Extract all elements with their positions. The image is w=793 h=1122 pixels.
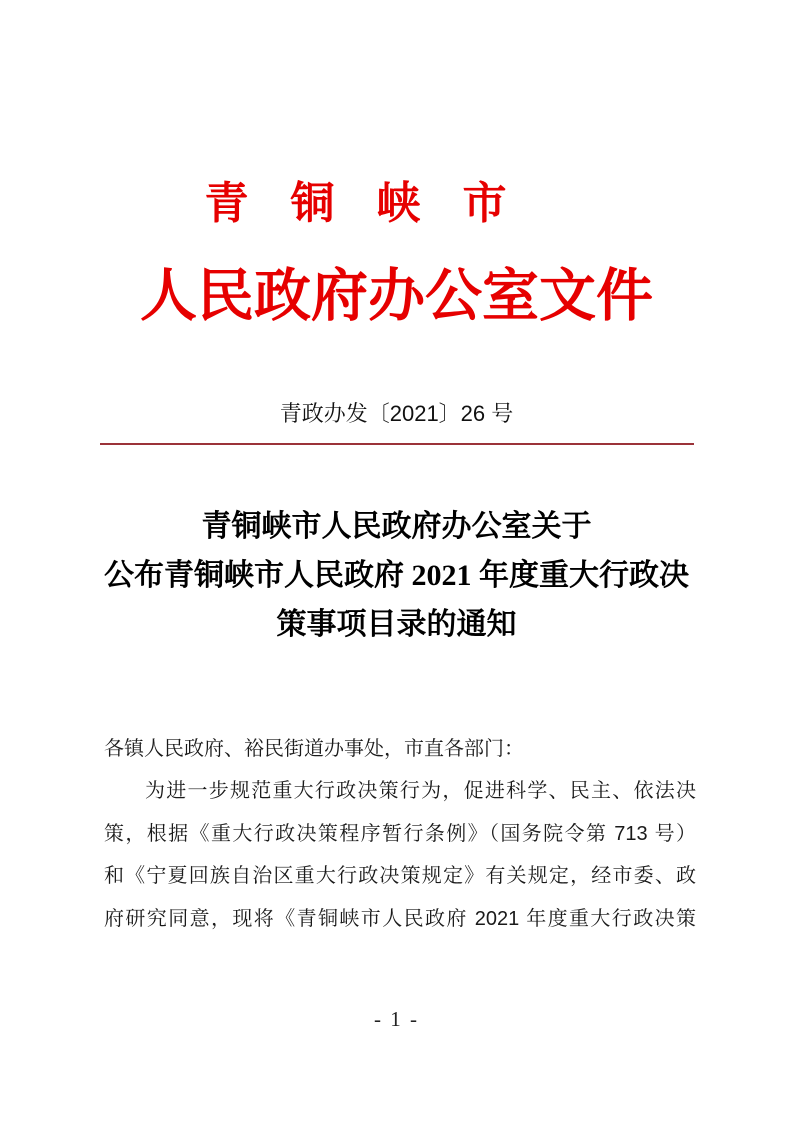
document-body	[104, 728, 696, 940]
body-line: 和《宁夏回族自治区重大行政决策规定》有关规定，经市委、政	[104, 865, 696, 888]
salutation-line: 各镇人民政府、裕民街道办事处，市直各部门：	[104, 738, 524, 760]
doc-number: 青政办发〔2021〕26 号	[279, 401, 514, 426]
body-line: 为进一步规范重大行政决策行为，促进科学、民主、依法决	[145, 780, 696, 803]
title-line-3: 策事项目录的通知	[276, 608, 517, 641]
red-divider-line	[100, 443, 694, 445]
letterhead-city-line: 青铜峡市	[204, 179, 549, 228]
title-line-2: 公布青铜峡市人民政府 2021 年度重大行政决	[104, 559, 689, 592]
body-line: 策，根据《重大行政决策程序暂行条例》（国务院令第 713 号）	[104, 822, 696, 845]
page-number: - 1 -	[374, 1007, 419, 1031]
title-line-1: 青铜峡市人民政府办公室关于	[201, 510, 592, 543]
body-line: 府研究同意，现将《青铜峡市人民政府 2021 年度重大行政决策	[104, 907, 696, 930]
document-title	[0, 502, 793, 649]
letterhead-office-line: 人民政府办公室文件	[140, 265, 653, 328]
